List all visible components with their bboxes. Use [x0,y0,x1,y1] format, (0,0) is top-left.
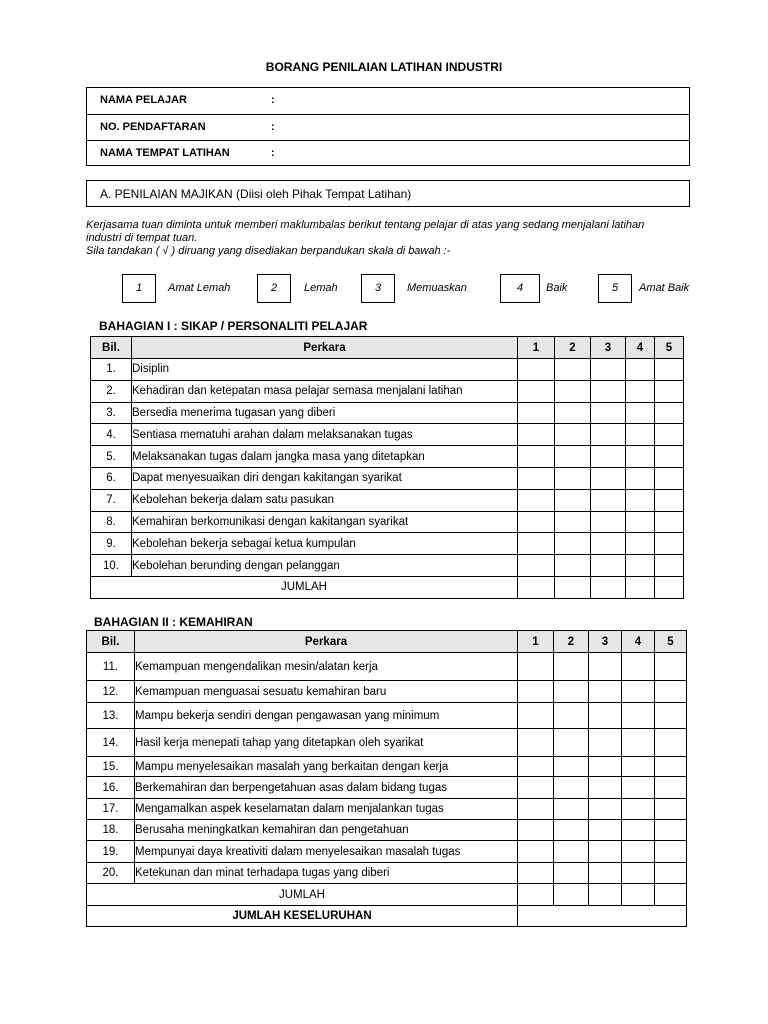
rating-cell[interactable] [591,424,626,446]
part1-title: BAHAGIAN I : SIKAP / PERSONALITI PELAJAR [99,319,368,333]
rating-cell[interactable] [589,653,622,681]
rating-cell[interactable] [555,511,591,533]
section-a-title: A. PENILAIAN MAJIKAN (Diisi oleh Pihak Tempat Latihan) [100,187,412,201]
rating-cell[interactable] [518,359,555,381]
rating-cell[interactable] [626,424,655,446]
row-number: 12. [87,681,135,703]
table-row [87,820,687,841]
rating-cell[interactable] [655,424,684,446]
rating-cell[interactable] [626,359,655,381]
rating-cell[interactable] [554,653,589,681]
rating-cell[interactable] [518,841,554,863]
column-header: Bil. [91,337,132,359]
total-cell[interactable] [554,884,589,906]
table-row [87,729,687,757]
rating-cell[interactable] [622,777,655,799]
total-cell[interactable] [655,884,687,906]
row-criterion: Melaksanakan tugas dalam jangka masa yang ditetapkan [132,446,518,468]
column-header: 1 [518,631,554,653]
form-title: BORANG PENILAIAN LATIHAN INDUSTRI [265,60,503,74]
scale-label: Lemah [304,282,338,294]
table-row [87,777,687,799]
column-header: 4 [622,631,655,653]
total-label: JUMLAH [87,884,518,906]
scale-number-box: 1 [122,274,156,303]
row-number: 4. [91,424,132,446]
rating-cell[interactable] [655,446,684,468]
total-cell[interactable] [589,884,622,906]
table-row [87,799,687,820]
row-number: 14. [87,729,135,757]
rating-cell[interactable] [591,533,626,555]
row-number: 19. [87,841,135,863]
rating-cell[interactable] [622,729,655,757]
rating-cell[interactable] [554,703,589,729]
rating-cell[interactable] [622,820,655,841]
rating-cell[interactable] [518,511,555,533]
part2-title: BAHAGIAN II : KEMAHIRAN [94,615,253,629]
rating-cell[interactable] [591,489,626,511]
table-row [91,446,684,468]
student-info-box [86,87,690,166]
row-number: 15. [87,757,135,777]
rating-cell[interactable] [591,467,626,489]
info-row-registration-no [87,114,689,140]
grand-total-cell[interactable] [518,906,687,927]
rating-cell[interactable] [589,757,622,777]
total-cell[interactable] [626,576,655,598]
instruction-line: Sila tandakan ( √ ) diruang yang disediakan berpandukan skala di bawah :- [86,245,451,257]
row-criterion: Kemampuan mengendalikan mesin/alatan kerja [135,653,518,681]
table-row [87,757,687,777]
row-criterion: Berusaha meningkatkan kemahiran dan pengetahuan [135,820,518,841]
row-criterion: Mempunyai daya kreativiti dalam menyelesaikan masalah tugas [135,841,518,863]
rating-cell[interactable] [626,402,655,424]
total-cell[interactable] [591,576,626,598]
rating-cell[interactable] [655,533,684,555]
rating-cell[interactable] [554,820,589,841]
row-number: 1. [91,359,132,381]
rating-cell[interactable] [555,380,591,402]
row-criterion: Kebolehan bekerja sebagai ketua kumpulan [132,533,518,555]
rating-cell[interactable] [555,402,591,424]
column-header: 3 [591,337,626,359]
row-criterion: Sentiasa mematuhi arahan dalam melaksanakan tugas [132,424,518,446]
rating-cell[interactable] [518,467,555,489]
row-criterion: Kebolehan bekerja dalam satu pasukan [132,489,518,511]
row-number: 3. [91,402,132,424]
rating-cell[interactable] [518,380,555,402]
rating-cell[interactable] [655,757,687,777]
row-criterion: Kebolehan berunding dengan pelanggan [132,555,518,577]
grand-total-row [87,906,687,927]
rating-cell[interactable] [518,446,555,468]
row-number: 11. [87,653,135,681]
rating-cell[interactable] [655,703,687,729]
row-number: 16. [87,777,135,799]
rating-cell[interactable] [655,729,687,757]
info-colon: : [271,94,275,106]
row-criterion: Bersedia menerima tugasan yang diberi [132,402,518,424]
rating-cell[interactable] [555,533,591,555]
rating-cell[interactable] [655,681,687,703]
rating-cell[interactable] [591,446,626,468]
rating-cell[interactable] [591,511,626,533]
rating-cell[interactable] [622,799,655,820]
rating-cell[interactable] [626,489,655,511]
rating-cell[interactable] [622,841,655,863]
row-number: 18. [87,820,135,841]
rating-cell[interactable] [518,703,554,729]
total-cell[interactable] [622,884,655,906]
rating-cell[interactable] [622,863,655,884]
scale-label: Memuaskan [407,282,467,294]
instruction-line: Kerjasama tuan diminta untuk memberi maklumbalas berikut tentang pelajar di atas yang sedang menjalani latihan [86,219,645,231]
row-criterion: Mampu bekerja sendiri dengan pengawasan yang minimum [135,703,518,729]
rating-cell[interactable] [591,380,626,402]
rating-cell[interactable] [589,777,622,799]
rating-cell[interactable] [518,757,554,777]
grand-total-label: JUMLAH KESELURUHAN [87,906,518,927]
rating-cell[interactable] [655,489,684,511]
rating-cell[interactable] [554,777,589,799]
rating-cell[interactable] [518,653,554,681]
column-header: Perkara [135,631,518,653]
rating-cell[interactable] [518,424,555,446]
row-number: 13. [87,703,135,729]
rating-cell[interactable] [655,820,687,841]
info-label: NO. PENDAFTARAN [100,121,206,133]
scale-number-box: 5 [598,274,632,303]
row-criterion: Disiplin [132,359,518,381]
row-number: 6. [91,467,132,489]
info-label: NAMA TEMPAT LATIHAN [100,147,230,159]
part1-table [90,336,684,599]
table-row [87,653,687,681]
rating-cell[interactable] [518,489,555,511]
rating-cell[interactable] [622,757,655,777]
rating-cell[interactable] [589,681,622,703]
info-colon: : [271,147,275,159]
row-criterion: Mengamalkan aspek keselamatan dalam menjalankan tugas [135,799,518,820]
table-row [91,402,684,424]
rating-cell[interactable] [655,841,687,863]
rating-cell[interactable] [554,729,589,757]
rating-cell[interactable] [518,402,555,424]
rating-cell[interactable] [554,681,589,703]
column-header: 5 [655,631,687,653]
rating-cell[interactable] [655,359,684,381]
rating-cell[interactable] [518,863,554,884]
table-row [91,533,684,555]
column-header: 4 [626,337,655,359]
section-a-heading [86,180,690,207]
rating-cell[interactable] [589,841,622,863]
table-header-row [91,337,684,359]
info-colon: : [271,121,275,133]
part2-table [86,630,687,927]
rating-cell[interactable] [589,729,622,757]
total-row [91,576,684,598]
scale-number-box: 3 [361,274,395,303]
table-row [91,555,684,577]
table-row [91,380,684,402]
table-row [87,863,687,884]
rating-cell[interactable] [626,511,655,533]
table-header-row [87,631,687,653]
row-criterion: Dapat menyesuaikan diri dengan kakitangan syarikat [132,467,518,489]
row-number: 5. [91,446,132,468]
rating-cell[interactable] [555,424,591,446]
rating-cell[interactable] [589,820,622,841]
instructions [86,219,686,258]
rating-cell[interactable] [555,446,591,468]
rating-cell[interactable] [655,555,684,577]
scale-number-box: 2 [257,274,291,303]
total-label: JUMLAH [91,576,518,598]
rating-cell[interactable] [626,533,655,555]
scale-label: Amat Lemah [168,282,231,294]
rating-cell[interactable] [626,467,655,489]
rating-cell[interactable] [554,863,589,884]
rating-cell[interactable] [655,863,687,884]
table-row [87,681,687,703]
rating-cell[interactable] [655,653,687,681]
rating-cell[interactable] [626,380,655,402]
row-criterion: Berkemahiran dan berpengetahuan asas dalam bidang tugas [135,777,518,799]
rating-cell[interactable] [655,799,687,820]
column-header: 2 [555,337,591,359]
info-row-training-place [87,140,689,166]
rating-cell[interactable] [518,777,554,799]
rating-cell[interactable] [555,555,591,577]
table-row [87,841,687,863]
rating-cell[interactable] [626,446,655,468]
rating-cell[interactable] [518,681,554,703]
table-row [91,424,684,446]
rating-cell[interactable] [655,402,684,424]
rating-cell[interactable] [589,703,622,729]
scale-label: Amat Baik [639,282,690,294]
row-criterion: Ketekunan dan minat terhadapa tugas yang diberi [135,863,518,884]
rating-cell[interactable] [554,841,589,863]
rating-cell[interactable] [589,863,622,884]
table-row [91,359,684,381]
rating-cell[interactable] [591,359,626,381]
row-number: 9. [91,533,132,555]
table-row [91,511,684,533]
rating-cell[interactable] [518,820,554,841]
scale-number-box: 4 [500,274,540,303]
row-criterion: Kehadiran dan ketepatan masa pelajar semasa menjalani latihan [132,380,518,402]
row-number: 10. [91,555,132,577]
total-cell[interactable] [518,576,555,598]
total-cell[interactable] [655,576,684,598]
row-number: 20. [87,863,135,884]
rating-cell[interactable] [518,799,554,820]
instruction-line: industri di tempat tuan. [86,232,198,244]
table-row [87,703,687,729]
row-number: 17. [87,799,135,820]
rating-cell[interactable] [622,703,655,729]
row-criterion: Mampu menyelesaikan masalah yang berkaitan dengan kerja [135,757,518,777]
column-header: 3 [589,631,622,653]
total-row [87,884,687,906]
row-number: 7. [91,489,132,511]
column-header: 2 [554,631,589,653]
info-row-student-name [87,88,689,114]
column-header: Bil. [87,631,135,653]
rating-cell[interactable] [589,799,622,820]
rating-cell[interactable] [655,511,684,533]
total-cell[interactable] [555,576,591,598]
rating-cell[interactable] [554,799,589,820]
rating-cell[interactable] [554,757,589,777]
scale-label: Baik [546,282,568,294]
total-cell[interactable] [518,884,554,906]
rating-cell[interactable] [518,555,555,577]
table-row [91,489,684,511]
row-criterion: Kemampuan menguasai sesuatu kemahiran baru [135,681,518,703]
info-label: NAMA PELAJAR [100,94,187,106]
row-number: 2. [91,380,132,402]
rating-cell[interactable] [626,555,655,577]
column-header: 1 [518,337,555,359]
rating-cell[interactable] [555,467,591,489]
column-header: 5 [655,337,684,359]
rating-cell[interactable] [591,402,626,424]
rating-cell[interactable] [622,653,655,681]
rating-cell[interactable] [655,777,687,799]
rating-cell[interactable] [555,359,591,381]
rating-cell[interactable] [518,533,555,555]
rating-cell[interactable] [622,681,655,703]
row-criterion: Kemahiran berkomunikasi dengan kakitangan syarikat [132,511,518,533]
row-criterion: Hasil kerja menepati tahap yang ditetapkan oleh syarikat [135,729,518,757]
row-number: 8. [91,511,132,533]
rating-cell[interactable] [655,380,684,402]
rating-cell[interactable] [518,729,554,757]
rating-cell[interactable] [555,489,591,511]
table-row [91,467,684,489]
rating-cell[interactable] [655,467,684,489]
column-header: Perkara [132,337,518,359]
rating-cell[interactable] [591,555,626,577]
